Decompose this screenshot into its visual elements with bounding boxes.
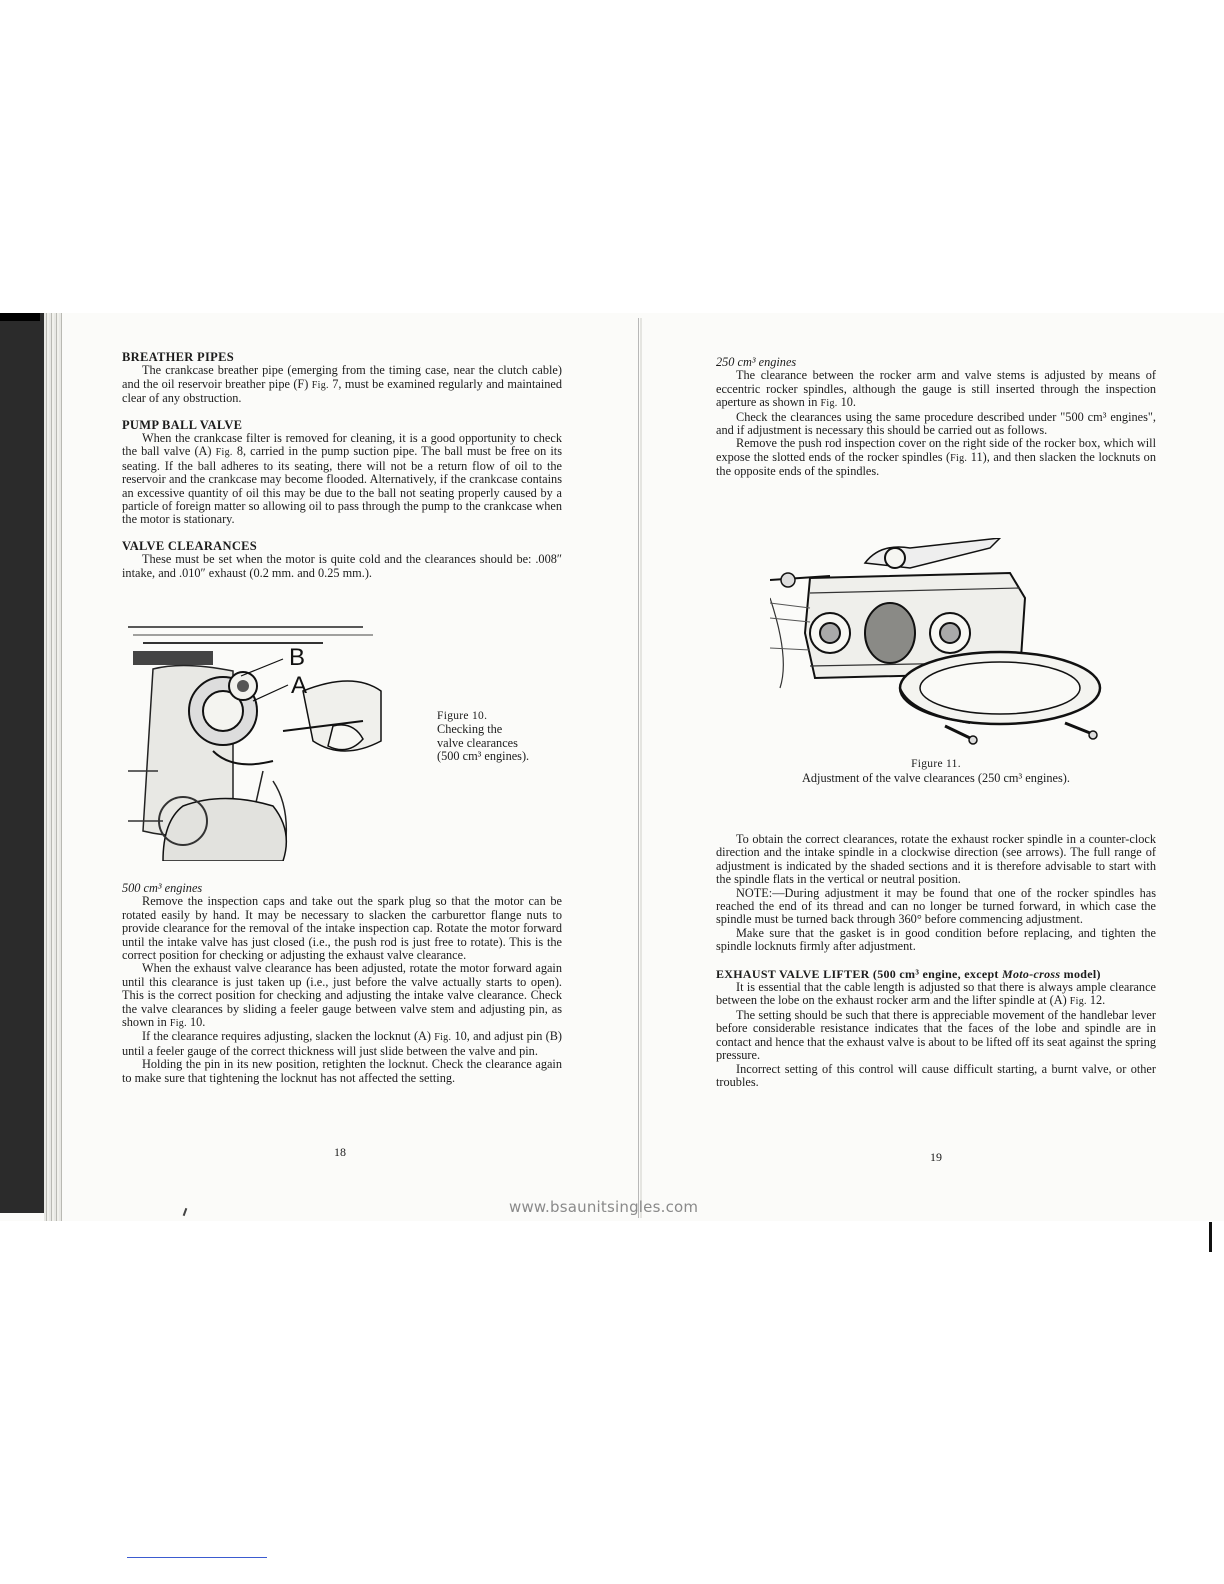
figure-11-caption-text: Adjustment of the valve clearances (250 cm³ engines).: [802, 771, 1070, 785]
heading-valve-clearances: VALVE CLEARANCES: [122, 538, 258, 553]
page-number-left: 18: [334, 1145, 346, 1159]
engines500-paragraph-1: Remove the inspection caps and take out the spark plug so that the motor can be rotated easily by hand. It may be necessary to slacken the carburettor flange nuts to provide clearance for the removal of the intake inspection cap. Rotate the motor forward until the intake valve has just closed (i.e., the push rod is just free to rotate). This is the correct position for checking or adjusting the exhaust valve clearance.: [122, 894, 562, 963]
engines500-paragraph-3: If the clearance requires adjusting, slacken the locknut (A) Fig. 10, and adjust pin (B) until a feeler gauge of the correct thickness will just slide between the valve and pin.: [122, 1029, 562, 1058]
bottom-rule: [127, 1557, 267, 1558]
book-gutter: [638, 318, 639, 1218]
heading-pump-ball-valve: PUMP BALL VALVE: [122, 417, 243, 432]
figure-11-title: Figure 11.: [911, 758, 961, 770]
adjust-paragraph-2: NOTE:—During adjustment it may be found that one of the rocker spindles has reached the end of its thread and can no longer be turned forward, in which case the spindle must be turned back through 360° before commencing adjustment.: [716, 885, 1156, 927]
book-gutter-shadow: [640, 318, 642, 1218]
engines500-paragraph-4: Holding the pin in its new position, retighten the locknut. Check the clearance again to make sure that tightening the locknut has not affected the setting.: [122, 1057, 562, 1085]
fig-ref: Fig.: [169, 1018, 187, 1030]
subheading-500-engines: 500 cm³ engines: [122, 881, 203, 895]
fig-ref: Fig.: [950, 452, 968, 464]
scan-right-edge: [1209, 1222, 1212, 1252]
left-page-bottom: [122, 882, 562, 1085]
fig-ref: Fig.: [311, 379, 329, 391]
figure-11-caption: [716, 757, 1156, 785]
engines250-paragraph-2: Check the clearances using the same procedure described under "500 cm³ engines", and if adjustment is necessary this should be carried out as follows.: [716, 409, 1156, 438]
fig-ref: Fig.: [215, 447, 233, 459]
heading-exhaust-valve-lifter: EXHAUST VALVE LIFTER (500 cm³ engine, except Moto-cross model): [716, 966, 1101, 981]
fig-ref: Fig.: [820, 398, 838, 410]
scan-left-edge: [0, 313, 44, 1213]
lifter-paragraph-3: Incorrect setting of this control will cause difficult starting, a burnt valve, or other troubles.: [716, 1061, 1156, 1089]
figure-10-illustration: [123, 621, 385, 861]
page-stack-edge: [44, 313, 62, 1221]
breather-paragraph: The crankcase breather pipe (emerging from the timing case, near the clutch cable) and the oil reservoir breather pipe (F) Fig. 7, must be examined regularly and maintained clear of any obstruction.: [122, 363, 562, 406]
engines250-paragraph-1: The clearance between the rocker arm and valve stems is adjusted by means of eccentric rocker spindles, although the gauge is still inserted through the inspection aperture as shown in Fig. 10.: [716, 368, 1156, 410]
engines500-paragraph-2: When the exhaust valve clearance has been adjusted, rotate the motor forward again until this clearance is just taken up (i.e., just before the valve actually starts to open). This is the correct position for checking and adjusting the intake valve clearance. Check the valve clearances by sliding a feeler gauge between valve stem and adjusting pin, as shown in Fig. 10.: [122, 961, 562, 1030]
scan-top-edge: [0, 313, 40, 321]
right-page-top: [716, 356, 1156, 479]
left-page-top: [122, 351, 562, 580]
valve-paragraph: These must be set when the motor is quite cold and the clearances should be: .008″ intake, and .010″ exhaust (0.2 mm. and 0.25 mm.).: [122, 552, 562, 580]
right-page-bottom: [716, 833, 1156, 1089]
figure-11-illustration: [770, 538, 1110, 748]
lifter-paragraph-1: It is essential that the cable length is adjusted so that there is always ample clearance between the lobe on the exhaust rocker arm and the lifter spindle at (A) Fig. 12.: [716, 980, 1156, 1008]
pump-paragraph: When the crankcase filter is removed for cleaning, it is a good opportunity to check the ball valve (A) Fig. 8, carried in the pump suction pipe. The ball must be free on its seating. If the ball adheres to its seating, there will not be a return flow of oil to the reservoir and the crankcase may become flooded. Alternatively, if the crankcase contains an excessive quantity of oil this may be due to the ball not seating properly caused by a particle of foreign matter so allowing oil to pass through the pump to the crankcase when the motor is stationary.: [122, 431, 562, 527]
watermark-url: www.bsaunitsingles.com: [509, 1198, 699, 1216]
figure-10-caption-line: (500 cm³ engines).: [437, 749, 530, 764]
figure-10-title: Figure 10.: [437, 710, 488, 722]
figure-10-caption: [437, 710, 529, 764]
lifter-paragraph-2: The setting should be such that there is appreciable movement of the handlebar lever before considerable resistance indicates that the faces of the lobe and spindle are in contact and hence that the exhaust valve is about to be lifted off its seat against the spring pressure.: [716, 1007, 1156, 1063]
subheading-250-engines: 250 cm³ engines: [716, 355, 797, 369]
fig-ref: Fig.: [1069, 996, 1087, 1008]
adjust-paragraph-1: To obtain the correct clearances, rotate the exhaust rocker spindle in a counter-clock direction and the intake spindle in a clockwise direction (see arrows). The full range of adjustment is indicated by the shaded sections and it is therefore advisable to start with the spindle flats in the vertical or neutral position.: [716, 832, 1156, 887]
page-number-right: 19: [930, 1150, 942, 1164]
figure-10-caption-line: Checking the: [437, 722, 503, 737]
engines250-paragraph-3: Remove the push rod inspection cover on the right side of the rocker box, which will expose the slotted ends of the rocker spindles (Fig. 11), and then slacken the locknuts on the opposite ends of the spindles.: [716, 436, 1156, 479]
figure-10-label-b: B: [289, 644, 306, 671]
adjust-paragraph-3: Make sure that the gasket is in good condition before replacing, and tighten the spindle locknuts firmly after adjustment.: [716, 925, 1156, 954]
figure-10-label-a: A: [291, 672, 308, 699]
figure-10-caption-line: valve clearances: [437, 735, 518, 750]
heading-breather-pipes: BREATHER PIPES: [122, 350, 234, 364]
fig-ref: Fig.: [434, 1032, 452, 1044]
